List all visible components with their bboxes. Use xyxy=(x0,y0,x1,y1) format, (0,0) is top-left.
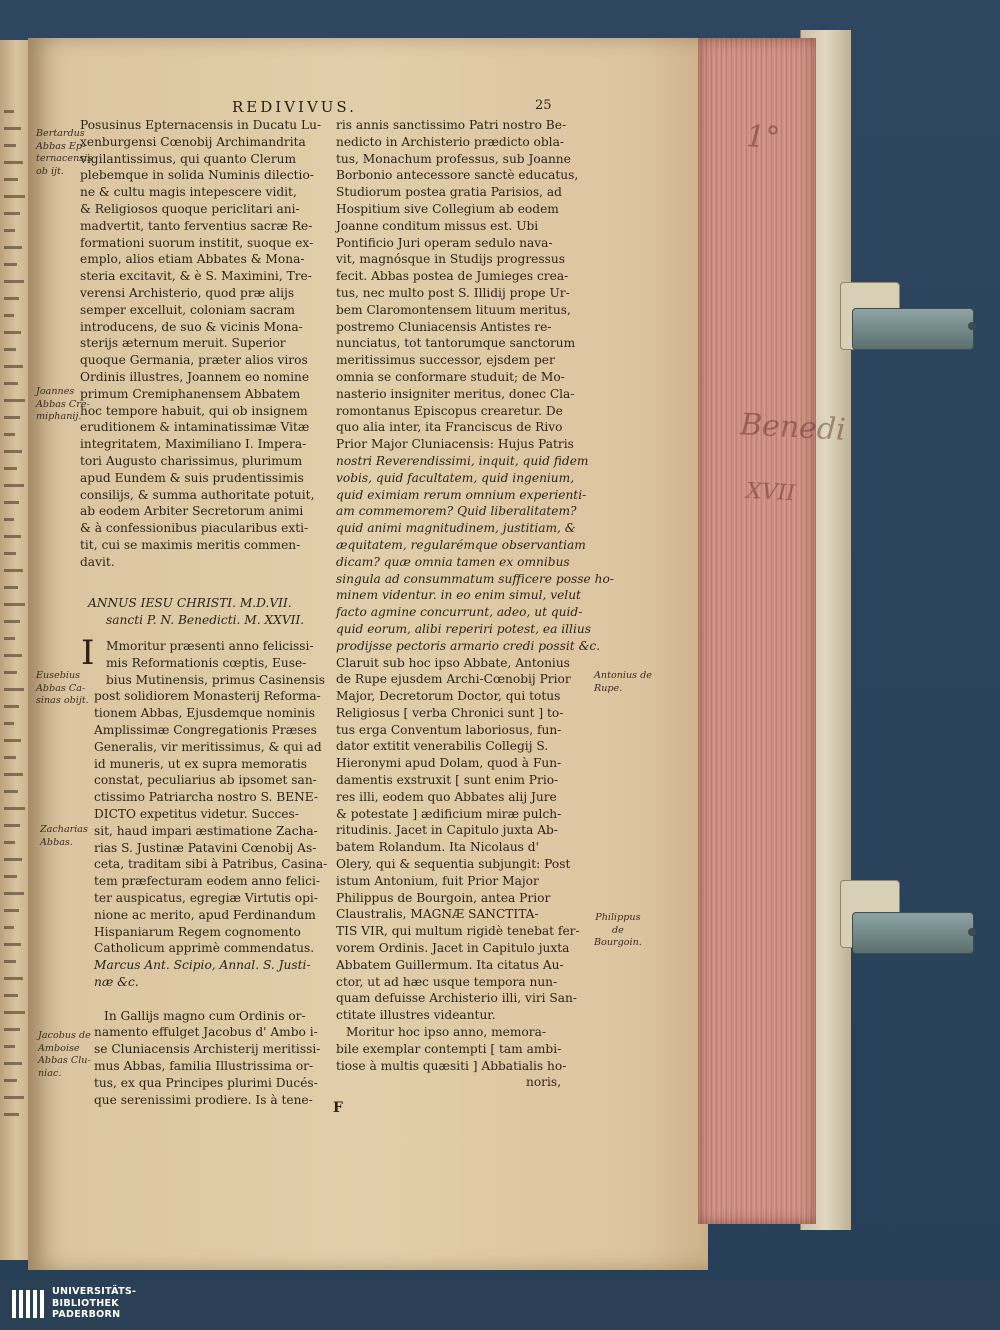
text-line: mus Abbas, familia Illustrissima or- xyxy=(94,1058,314,1073)
text-line: steria excitavit, & è S. Maximini, Tre- xyxy=(80,269,312,284)
text-line: Ordinis illustres, Joannem eo nomine xyxy=(80,369,310,384)
text-line: emplo, alios etiam Abbates & Mona- xyxy=(80,252,305,267)
text-line: postremo Cluniacensis Antistes re- xyxy=(336,319,552,334)
text-line: quid animi magnitudinem, justitiam, & xyxy=(336,521,576,536)
text-line: damentis exstruxit [ sunt enim Prio- xyxy=(336,773,559,788)
text-line: Hispaniarum Regem cognomento xyxy=(94,924,301,939)
marginal-note-line: Zacharias xyxy=(40,824,88,835)
text-line: minem videntur. in eo enim simul, velut xyxy=(336,588,581,603)
text-line: ceta, traditam sibi à Patribus, Casina- xyxy=(94,857,328,872)
previous-page-text-fragment xyxy=(4,501,19,504)
text-line: Catholicum apprimè commendatus. xyxy=(94,941,315,956)
previous-page-text-fragment xyxy=(4,824,20,827)
marginal-note-antonius xyxy=(594,670,652,695)
text-line: næ &c. xyxy=(94,974,139,989)
previous-page-text-fragment xyxy=(4,943,21,946)
library-logo-icon xyxy=(10,1286,46,1322)
previous-page-text-fragment xyxy=(4,1079,17,1082)
text-line: eruditionem & intaminatissimæ Vitæ xyxy=(80,420,310,435)
previous-page-text-fragment xyxy=(4,1113,19,1116)
drop-cap: I xyxy=(81,633,95,673)
text-line: am commemorem? Quid liberalitatem? xyxy=(336,504,577,519)
previous-page-text-fragment xyxy=(4,297,19,300)
previous-page-text-fragment xyxy=(4,1045,15,1048)
text-line: bius Mutinensis, primus Casinensis xyxy=(106,672,325,687)
text-line: ab eodem Arbiter Secretorum animi xyxy=(80,504,304,519)
previous-page-text-fragment xyxy=(4,705,19,708)
text-line: formationi suorum institit, suoque ex- xyxy=(80,235,314,250)
text-line: constat, peculiarius ab ipsomet san- xyxy=(94,773,317,788)
marginal-note-line: Antonius de xyxy=(594,670,652,681)
text-line: dator extitit venerabilis Collegij S. xyxy=(336,739,549,754)
text-line: ritudinis. Jacet in Capitulo juxta Ab- xyxy=(336,823,558,838)
previous-page-text-fragment xyxy=(4,1096,24,1099)
text-line: omnia se conformare studuit; de Mo- xyxy=(336,369,565,384)
text-line: nasterio insigniter meritus, donec Cla- xyxy=(336,386,575,401)
text-line xyxy=(94,991,334,1008)
previous-page-text-fragment xyxy=(4,654,22,657)
previous-page-text-fragment xyxy=(4,144,16,147)
marginal-note-line: de xyxy=(611,924,624,936)
marginal-note-line: Abbas. xyxy=(40,836,73,848)
previous-page-text-fragment xyxy=(4,467,17,470)
text-line: Claustralis, MAGNÆ SANCTITA- xyxy=(336,907,539,922)
previous-page-text-fragment xyxy=(4,960,16,963)
text-line: batem Rolandum. Ita Nicolaus d' xyxy=(336,840,539,855)
text-line: nione ac merito, apud Ferdinandum xyxy=(94,907,316,922)
text-line: post solidiorem Monasterij Reforma- xyxy=(94,689,321,704)
text-line: nostri Reverendissimi, inquit, quid fidem xyxy=(336,453,589,468)
text-line: Generalis, vir meritissimus, & qui ad xyxy=(94,739,322,754)
text-line: singula ad consummatum sufficere posse ho- xyxy=(336,571,614,586)
text-line: de Rupe ejusdem Archi-Cœnobij Prior xyxy=(336,672,571,687)
text-line: istum Antonium, fuit Prior Major xyxy=(336,873,539,888)
left-column-text xyxy=(80,117,332,571)
text-line: verensi Archisterio, quod præ alijs xyxy=(80,285,295,300)
year-heading-line-2: sancti P. N. Benedicti. M. XXVII. xyxy=(106,612,305,627)
fore-edge-inscription xyxy=(739,110,847,630)
text-line: Major, Decretorum Doctor, qui totus xyxy=(336,689,561,704)
previous-page-text-fragment xyxy=(4,365,23,368)
previous-page-text-fragment xyxy=(4,807,25,810)
text-line: hoc tempore habuit, qui ob insignem xyxy=(80,403,308,418)
text-line: apud Eundem & suis prudentissimis xyxy=(80,470,304,485)
text-line: meritissimus successor, ejsdem per xyxy=(336,353,555,368)
marginal-note-line: ternacensis xyxy=(36,153,93,164)
text-line: fecit. Abbas postea de Jumieges crea- xyxy=(336,269,569,284)
previous-page-text-fragment xyxy=(4,416,20,419)
text-line: Hospitium sive Collegium ab eodem xyxy=(336,201,559,216)
marginal-note-joannes xyxy=(36,386,90,424)
text-line: bile exemplar contempti [ tam ambi- xyxy=(336,1041,562,1056)
text-line: Hieronymi apud Dolam, quod à Fun- xyxy=(336,756,562,771)
previous-page-text-fragment xyxy=(4,586,18,589)
previous-page-text-fragment xyxy=(4,484,24,487)
marginal-note-line: Bourgoin. xyxy=(594,937,642,948)
previous-page-text-fragment xyxy=(4,552,16,555)
running-head: REDIVIVUS. xyxy=(232,98,357,116)
previous-page-text-fragment xyxy=(4,518,14,521)
library-footer xyxy=(0,1280,1000,1330)
previous-page-text-fragment xyxy=(4,994,18,997)
marginal-note-line: Abbas Cre- xyxy=(36,398,90,410)
page-number: 25 xyxy=(535,98,552,113)
library-name-line-3: PADERBORN xyxy=(52,1309,121,1321)
previous-page-text-fragment xyxy=(4,314,14,317)
text-line: plebemque in solida Numinis dilectio- xyxy=(80,168,314,183)
marginal-note-line: Joannes xyxy=(36,386,75,397)
text-line: ctor, ut ad hæc usque tempora nun- xyxy=(336,974,558,989)
marginal-note-line: Jacobus de xyxy=(38,1030,91,1041)
text-line: Posusinus Epternacensis in Ducatu Lu- xyxy=(80,118,322,132)
text-line: romontanus Episcopus crearetur. De xyxy=(336,403,563,418)
marginal-note-line: Abbas Clu- xyxy=(38,1055,91,1066)
previous-page-text-fragment xyxy=(4,637,15,640)
text-line: Philippus de Bourgoin, antea Prior xyxy=(336,890,551,905)
text-line: ctitate illustres videantur. xyxy=(336,1008,496,1023)
fore-edge-mark-1: 1° xyxy=(745,119,781,156)
previous-page-text-fragment xyxy=(4,790,18,793)
upper-clasp xyxy=(852,308,974,350)
text-line: ne & cultu magis intepescere vidit, xyxy=(80,185,297,200)
previous-page-text-fragment xyxy=(4,858,22,861)
previous-page-text-fragment xyxy=(4,722,14,725)
previous-page-text-fragment xyxy=(4,127,21,130)
previous-page-text-fragment xyxy=(4,688,24,691)
text-line: xenburgensi Cœnobij Archimandrita xyxy=(80,134,306,149)
previous-page-text-fragment xyxy=(4,1028,20,1031)
text-line: tem præfecturam eodem anno felici- xyxy=(94,874,320,889)
previous-page-text-fragment xyxy=(4,331,21,334)
text-line: tus, ex qua Principes plurimi Ducés- xyxy=(94,1075,318,1090)
marginal-note-philippus xyxy=(594,912,642,950)
text-line: dicam? quæ omnia tamen ex omnibus xyxy=(336,554,570,569)
previous-page-text-fragment xyxy=(4,909,19,912)
library-name-line-1: UNIVERSITÄTS- xyxy=(52,1286,137,1297)
marginal-note-zacharias xyxy=(40,824,88,849)
text-line: Amplissimæ Congregationis Præses xyxy=(94,722,317,737)
previous-page-text-fragment xyxy=(4,229,15,232)
text-line: consilijs, & summa authoritate potuit, xyxy=(80,487,315,502)
previous-page-text-fragment xyxy=(4,620,20,623)
previous-page-text-fragment xyxy=(4,569,23,572)
text-line: Joanne conditum missus est. Ubi xyxy=(336,218,539,233)
marginal-note-line: Philippus xyxy=(595,912,641,923)
text-line: æquitatem, regularémque observantiam xyxy=(336,537,586,552)
text-line: prodijsse pectoris armario credi possit &c. xyxy=(336,638,601,653)
text-line: ctissimo Patriarcha nostro S. BENE- xyxy=(94,790,319,805)
left-column-text-2 xyxy=(94,638,334,1108)
text-line: Pontificio Juri operam sedulo nava- xyxy=(336,235,553,250)
text-line: namento effulget Jacobus d' Ambo i- xyxy=(94,1025,318,1040)
marginal-note-jacobus xyxy=(38,1030,91,1080)
text-line: id muneris, ut ex supra memoratis xyxy=(94,756,308,771)
text-line: tiose à multis quæsiti ] Abbatialis ho- xyxy=(336,1058,567,1073)
fore-edge-mark-2: Benedi xyxy=(739,407,847,448)
text-line: quid eximiam rerum omnium experienti- xyxy=(336,487,587,502)
text-line: & Religiosos quoque periclitari ani- xyxy=(80,201,300,216)
text-line: rias S. Justinæ Patavini Cœnobij As- xyxy=(94,840,317,855)
previous-page-text-fragment xyxy=(4,433,15,436)
previous-page-text-fragment xyxy=(4,161,23,164)
fore-edge-mark-3: XVII xyxy=(745,478,796,507)
text-line: Prior Major Cluniacensis: Hujus Patris xyxy=(336,437,574,452)
text-line: & à confessionibus piacularibus exti- xyxy=(80,521,309,536)
text-line: Abbatem Guillermum. Ita citatus Au- xyxy=(336,957,564,972)
text-line: Religiosus [ verba Chronici sunt ] to- xyxy=(336,705,564,720)
text-line: vobis, quid facultatem, quid ingenium, xyxy=(336,470,575,485)
text-line: Olery, qui & sequentia subjungit: Post xyxy=(336,857,571,872)
marginal-note-line: Eusebius xyxy=(36,670,81,681)
marginal-note-line: sinas obijt. xyxy=(36,695,89,706)
text-line: quoque Germania, præter alios viros xyxy=(80,353,308,368)
text-line: tus, nec multo post S. Illidij prope Ur- xyxy=(336,285,570,300)
text-line: quam defuisse Archisterio illi, viri San- xyxy=(336,991,578,1006)
text-line: quo alia inter, ita Franciscus de Rivo xyxy=(336,420,563,435)
text-line: TIS VIR, qui multum rigidè tenebat fer- xyxy=(336,924,580,939)
previous-page-text-fragment xyxy=(4,977,23,980)
previous-page-text-fragment xyxy=(4,739,21,742)
text-line: vorem Ordinis. Jacet in Capitulo juxta xyxy=(336,941,570,956)
previous-page-text-fragment xyxy=(4,212,20,215)
text-line: integritatem, Maximiliano I. Impera- xyxy=(80,437,307,452)
previous-page-text-fragment xyxy=(4,178,18,181)
previous-page-text-fragment xyxy=(4,195,25,198)
text-line: Marcus Ant. Scipio, Annal. S. Justi- xyxy=(94,958,311,973)
previous-page-text-fragment xyxy=(4,280,24,283)
text-line: vigilantissimus, qui quanto Clerum xyxy=(80,151,297,166)
text-line: tus erga Conventum laboriosus, fun- xyxy=(336,722,562,737)
previous-page-text-fragment xyxy=(4,841,15,844)
text-line: semper excelluit, coloniam sacram xyxy=(80,302,295,317)
text-line: Moritur hoc ipso anno, memora- xyxy=(346,1025,546,1040)
previous-page-text-fragment xyxy=(4,399,25,402)
text-line: ris annis sanctissimo Patri nostro Be- xyxy=(336,118,567,132)
previous-page-text-fragment xyxy=(4,603,25,606)
previous-page-text-fragment xyxy=(4,263,17,266)
signature-mark: F xyxy=(333,1100,343,1116)
text-line: Borbonio antecessore sanctè educatus, xyxy=(336,168,579,183)
text-line: tus, Monachum professus, sub Joanne xyxy=(336,151,571,166)
previous-page-text-fragment xyxy=(4,756,16,759)
text-line: facto agmine concurrunt, adeo, ut quid- xyxy=(336,605,583,620)
text-line: bem Claromontensem lituum meritus, xyxy=(336,302,571,317)
previous-page-text-fragment xyxy=(4,926,14,929)
text-line: noris, xyxy=(526,1075,562,1090)
text-line: nedicto in Archisterio prædicto obla- xyxy=(336,134,564,149)
text-line: quid eorum, alibi reperiri potest, ea illius xyxy=(336,621,591,636)
previous-page-text-fragment xyxy=(4,875,17,878)
text-line: Claruit sub hoc ipso Abbate, Antonius xyxy=(336,655,570,670)
marginal-note-line: Amboise xyxy=(38,1042,80,1054)
text-line: tori Augusto charissimus, plurimum xyxy=(80,453,303,468)
previous-page-text-fragment xyxy=(4,348,16,351)
text-line: primum Cremiphanensem Abbatem xyxy=(80,386,301,401)
text-line: mis Reformationis cœptis, Euse- xyxy=(106,655,307,670)
previous-page-text-fragment xyxy=(4,382,18,385)
marginal-note-line: Rupe. xyxy=(594,682,623,694)
text-line: introducens, de suo & vicinis Mona- xyxy=(80,319,303,334)
text-line: res illi, eodem quo Abbates alij Jure xyxy=(336,789,557,804)
text-line: que serenissimi prodiere. Is à tene- xyxy=(94,1092,313,1107)
previous-page-text-fragment xyxy=(4,450,22,453)
marginal-note-line: ob ijt. xyxy=(36,165,64,177)
text-line: tit, cui se maximis meritis commen- xyxy=(80,537,301,552)
previous-page-text-fragment xyxy=(4,892,24,895)
previous-page-text-fragments xyxy=(2,40,26,1260)
text-line: In Gallijs magno cum Ordinis or- xyxy=(104,1008,306,1023)
previous-page-text-fragment xyxy=(4,1062,22,1065)
year-heading-line-1: ANNUS IESU CHRISTI. M.D.VII. xyxy=(88,596,292,610)
previous-page-text-fragment xyxy=(4,110,14,113)
text-line: sterijs æternum meruit. Superior xyxy=(80,336,286,351)
text-line: Mmoritur præsenti anno felicissi- xyxy=(106,639,314,653)
previous-page-text-fragment xyxy=(4,1011,25,1014)
year-heading xyxy=(88,595,338,629)
text-line: davit. xyxy=(80,554,115,569)
text-line: ter auspicatus, egregiæ Virtutis opi- xyxy=(94,890,318,905)
library-name xyxy=(52,1286,136,1321)
right-column-text xyxy=(336,117,614,1091)
previous-page-text-fragment xyxy=(4,773,23,776)
marginal-note-line: miphanij. xyxy=(36,411,82,422)
text-line: madvertit, tanto ferventius sacræ Re- xyxy=(80,218,313,233)
marginal-note-line: Bertardus xyxy=(36,128,85,139)
library-name-line-2: BIBLIOTHEK xyxy=(52,1297,119,1309)
text-line: DICTO expetitus videtur. Succes- xyxy=(94,806,299,821)
text-line: & potestate ] ædificium miræ pulch- xyxy=(336,806,562,821)
marginal-note-line: Abbas Ep- xyxy=(36,140,86,152)
text-line: sit, haud impari æstimatione Zacha- xyxy=(94,823,318,838)
text-line: se Cluniacensis Archisterij meritissi- xyxy=(94,1042,321,1057)
text-line: Studiorum postea gratia Parisios, ad xyxy=(336,185,562,200)
text-line: vit, magnósque in Studijs progressus xyxy=(336,252,565,267)
upper-clasp-rivet xyxy=(968,322,976,330)
marginal-note-eusebius xyxy=(36,670,89,708)
text-line: tionem Abbas, Ejusdemque nominis xyxy=(94,706,316,721)
marginal-note-bertardus xyxy=(36,128,92,178)
marginal-note-line: Abbas Ca- xyxy=(36,682,86,694)
previous-page-text-fragment xyxy=(4,671,17,674)
marginal-note-line: niac. xyxy=(38,1067,62,1079)
lower-clasp xyxy=(852,912,974,954)
previous-page-text-fragment xyxy=(4,246,22,249)
lower-clasp-rivet xyxy=(968,928,976,936)
previous-page-edge xyxy=(0,40,29,1260)
text-line: nunciatus, tot tantorumque sanctorum xyxy=(336,336,576,351)
previous-page-text-fragment xyxy=(4,535,21,538)
